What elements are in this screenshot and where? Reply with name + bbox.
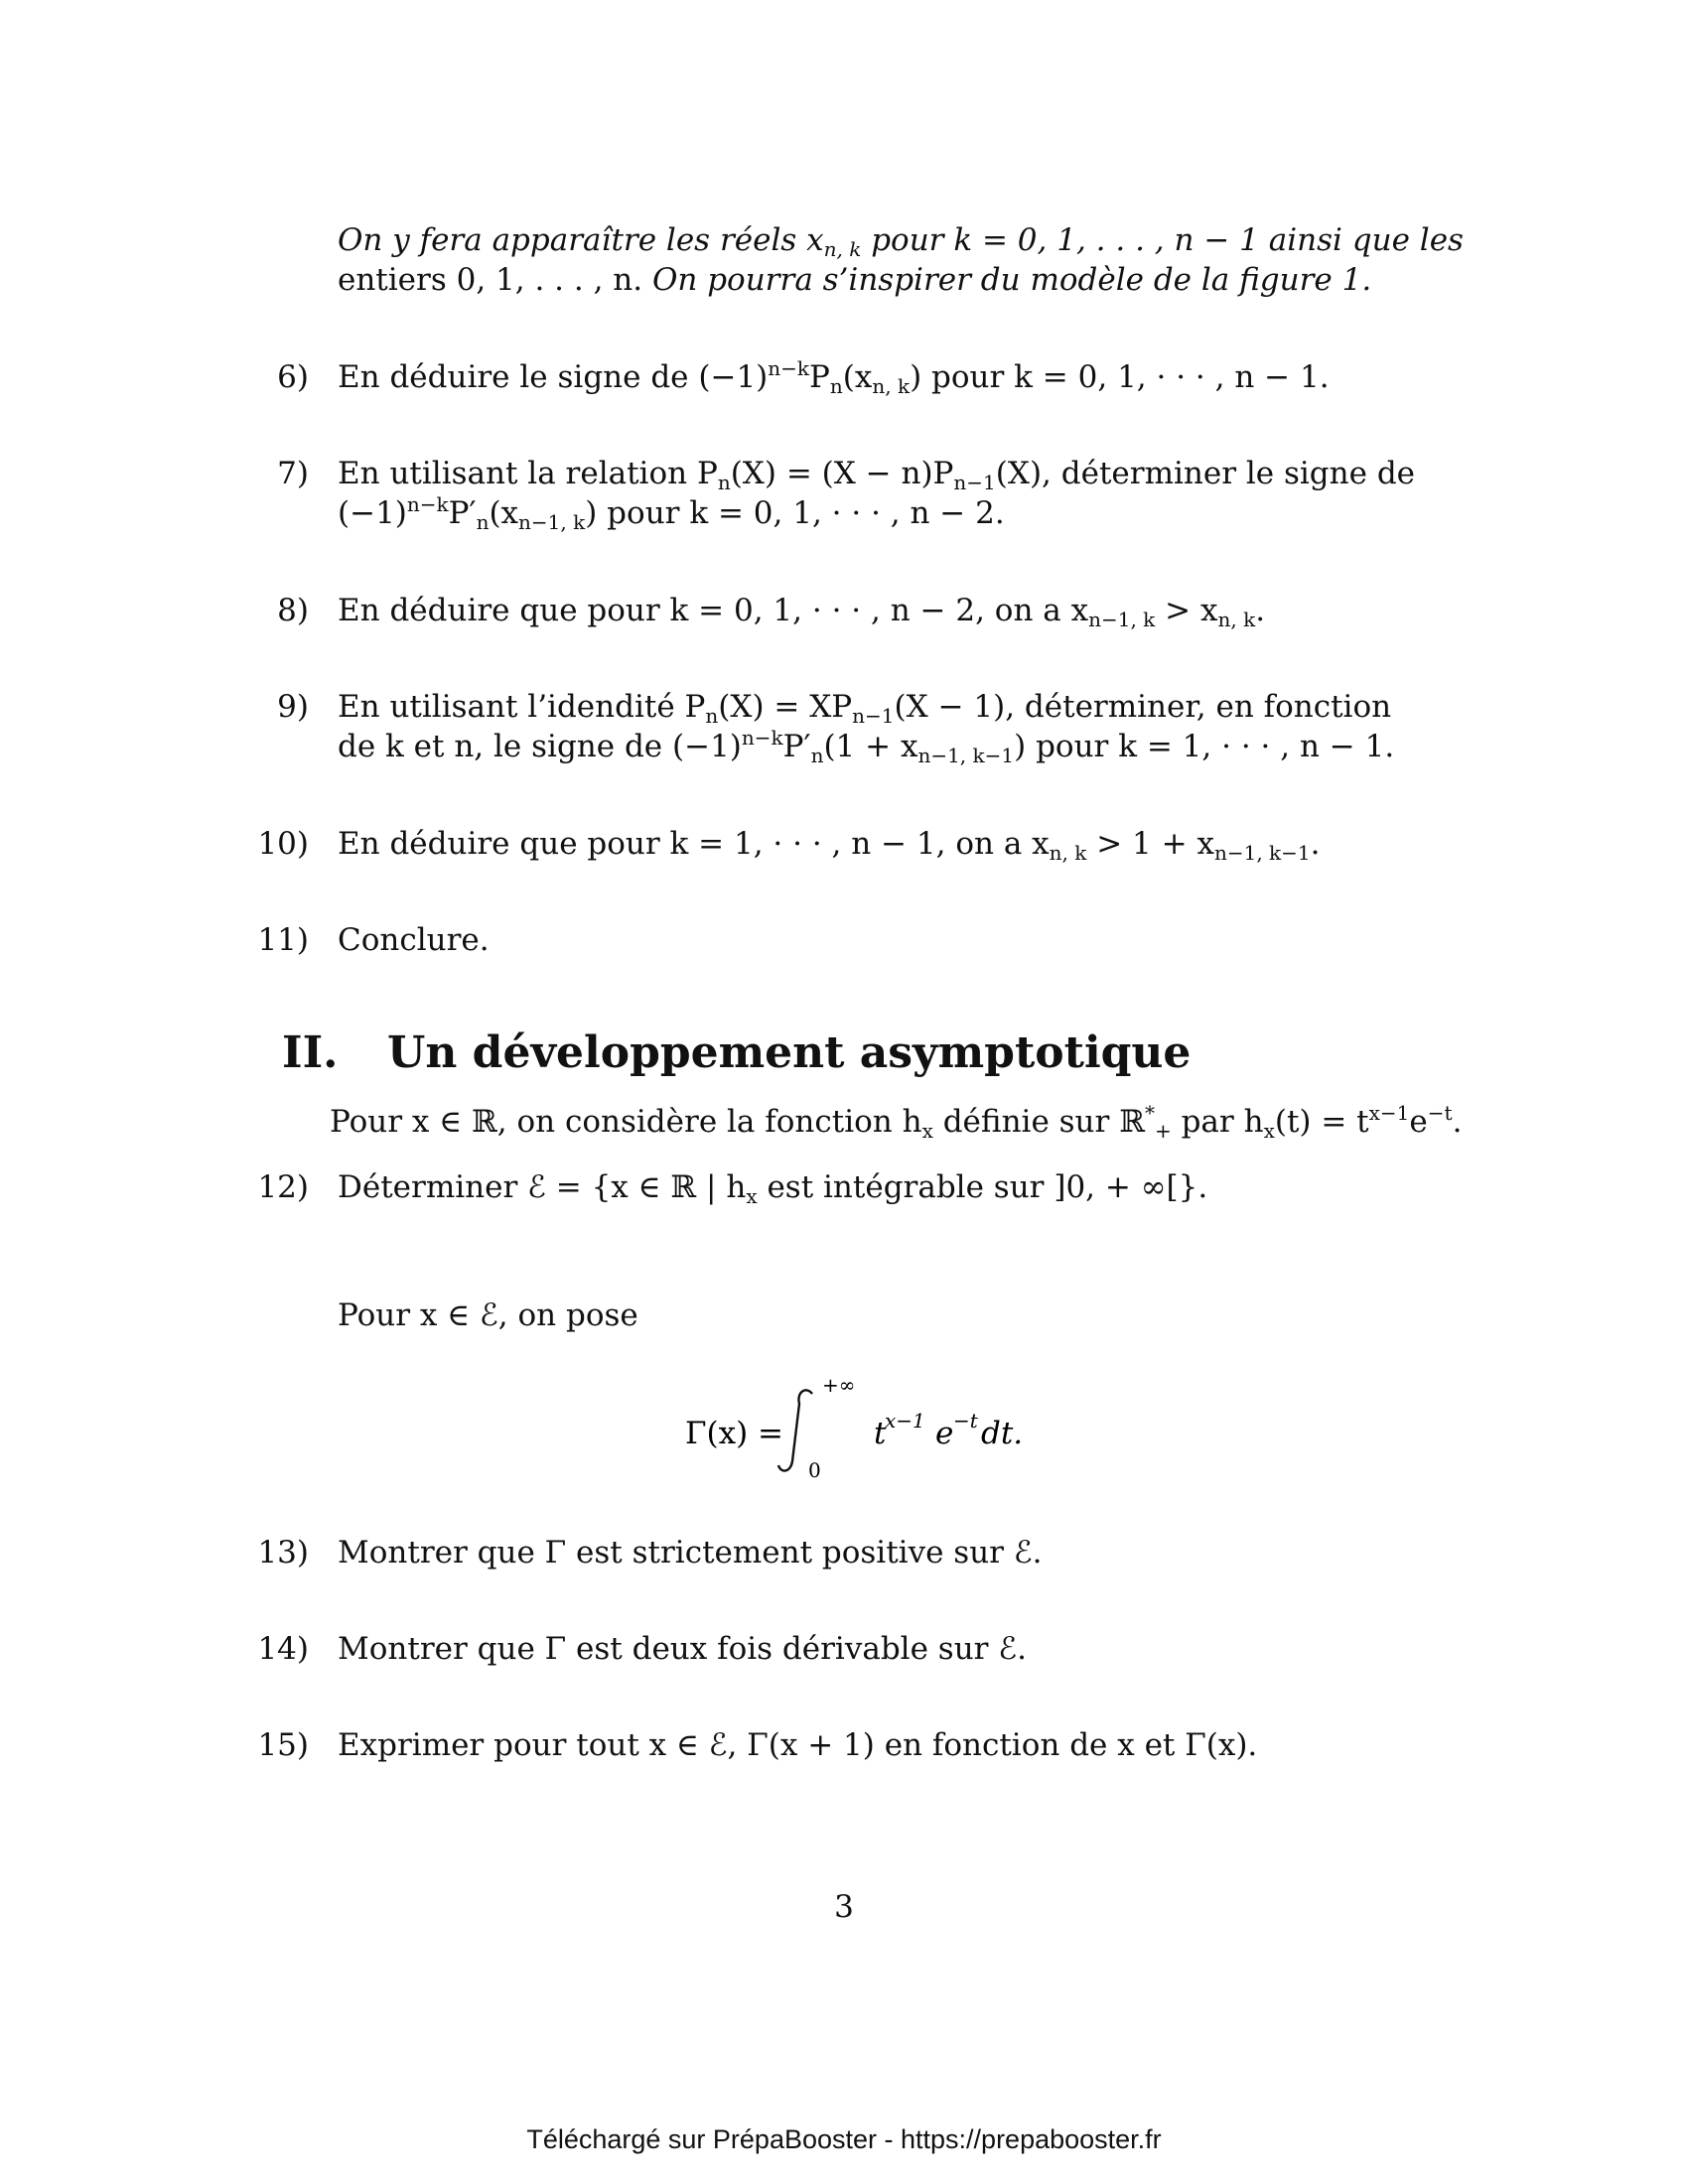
formula-exponent-1: x−1 [885,1409,925,1433]
formula-e: e [935,1416,954,1451]
question-number-9: 9) [277,689,309,725]
page-number: 3 [834,1889,854,1925]
question-15: Exprimer pour tout x ∈ ℰ, Γ(x + 1) en fonction de x et Γ(x). [338,1727,1258,1763]
question-number-6: 6) [277,359,309,395]
question-number-12: 12) [257,1169,309,1205]
section-number: II. [282,1027,339,1078]
formula-exponent-2: −t [953,1409,978,1433]
intro-line-2: entiers 0, 1, . . . , n. On pourra s’inspirer du modèle de la figure 1. [338,262,1372,298]
question-10: En déduire que pour k = 1, · · · , n − 1, on a $x_{n, k} > 1 + x_{n-1, k-1}$. [338,826,1321,865]
formula-dt: dt. [981,1416,1024,1451]
question-12: Déterminer ℰ = {x ∈ ℝ | $h_x$ est intégrable sur ]0, + ∞[}. [338,1169,1208,1208]
question-9-line-1: En utilisant l’idendité $P_n(X) = XP_{n-1}(X - 1)$, déterminer, en fonction [338,689,1392,728]
question-number-10: 10) [257,826,309,862]
question-number-15: 15) [257,1727,309,1763]
question-number-8: 8) [277,593,309,628]
question-9-line-2: de k et n, le signe de $(-1)^{n-k}P'_n(1 + x_{n-1, k-1})$ pour k = 1, · · · , n − 1. [338,726,1395,767]
section-title: Un développement asymptotique [387,1027,1192,1078]
formula-lower-bound: 0 [808,1458,821,1479]
integral-sign [778,1390,812,1470]
question-8: En déduire que pour k = 0, 1, · · · , n − 2, on a $x_{n-1, k} > x_{n, k}$. [338,593,1266,631]
footer-download-notice: Téléchargé sur PrépaBooster - https://prepabooster.fr [526,2124,1162,2154]
pose-line: Pour x ∈ ℰ, on pose [338,1297,638,1333]
question-number-7: 7) [277,456,309,491]
question-number-13: 13) [257,1535,309,1570]
question-11: Conclure. [338,922,490,958]
question-number-11: 11) [257,922,309,958]
formula-upper-bound: +∞ [822,1373,856,1397]
question-14: Montrer que Γ est deux fois dérivable sur ℰ. [338,1631,1027,1667]
gamma-integral-formula [685,1370,1043,1479]
section-heading [282,1025,1191,1081]
formula-integrand-t: t [874,1416,887,1451]
formula-lhs: Γ(x) = [685,1416,784,1451]
question-13: Montrer que Γ est strictement positive sur ℰ. [338,1535,1043,1570]
question-number-14: 14) [257,1631,309,1667]
question-7-line-2: $(-1)^{n-k}P'_n(x_{n-1, k})$ pour k = 0, 1, · · · , n − 2. [338,492,1005,534]
question-7-line-1: En utilisant la relation $P_n(X) = (X - n)P_{n-1}(X)$, déterminer le signe de [338,456,1416,494]
question-6: En déduire le signe de $(-1)^{n-k}P_n(x_{n, k})$ pour k = 0, 1, · · · , n − 1. [338,356,1330,398]
intro-line-1: On y fera apparaître les réels $x_{n, k}$ pour k = 0, 1, . . . , n − 1 ainsi que les [338,222,1464,261]
definition-line: Pour x ∈ ℝ, on considère la fonction $h_x$ définie sur ℝ*$_+$ par $h_x(t) = t^{x-1}e^{-t}$. [330,1101,1463,1143]
